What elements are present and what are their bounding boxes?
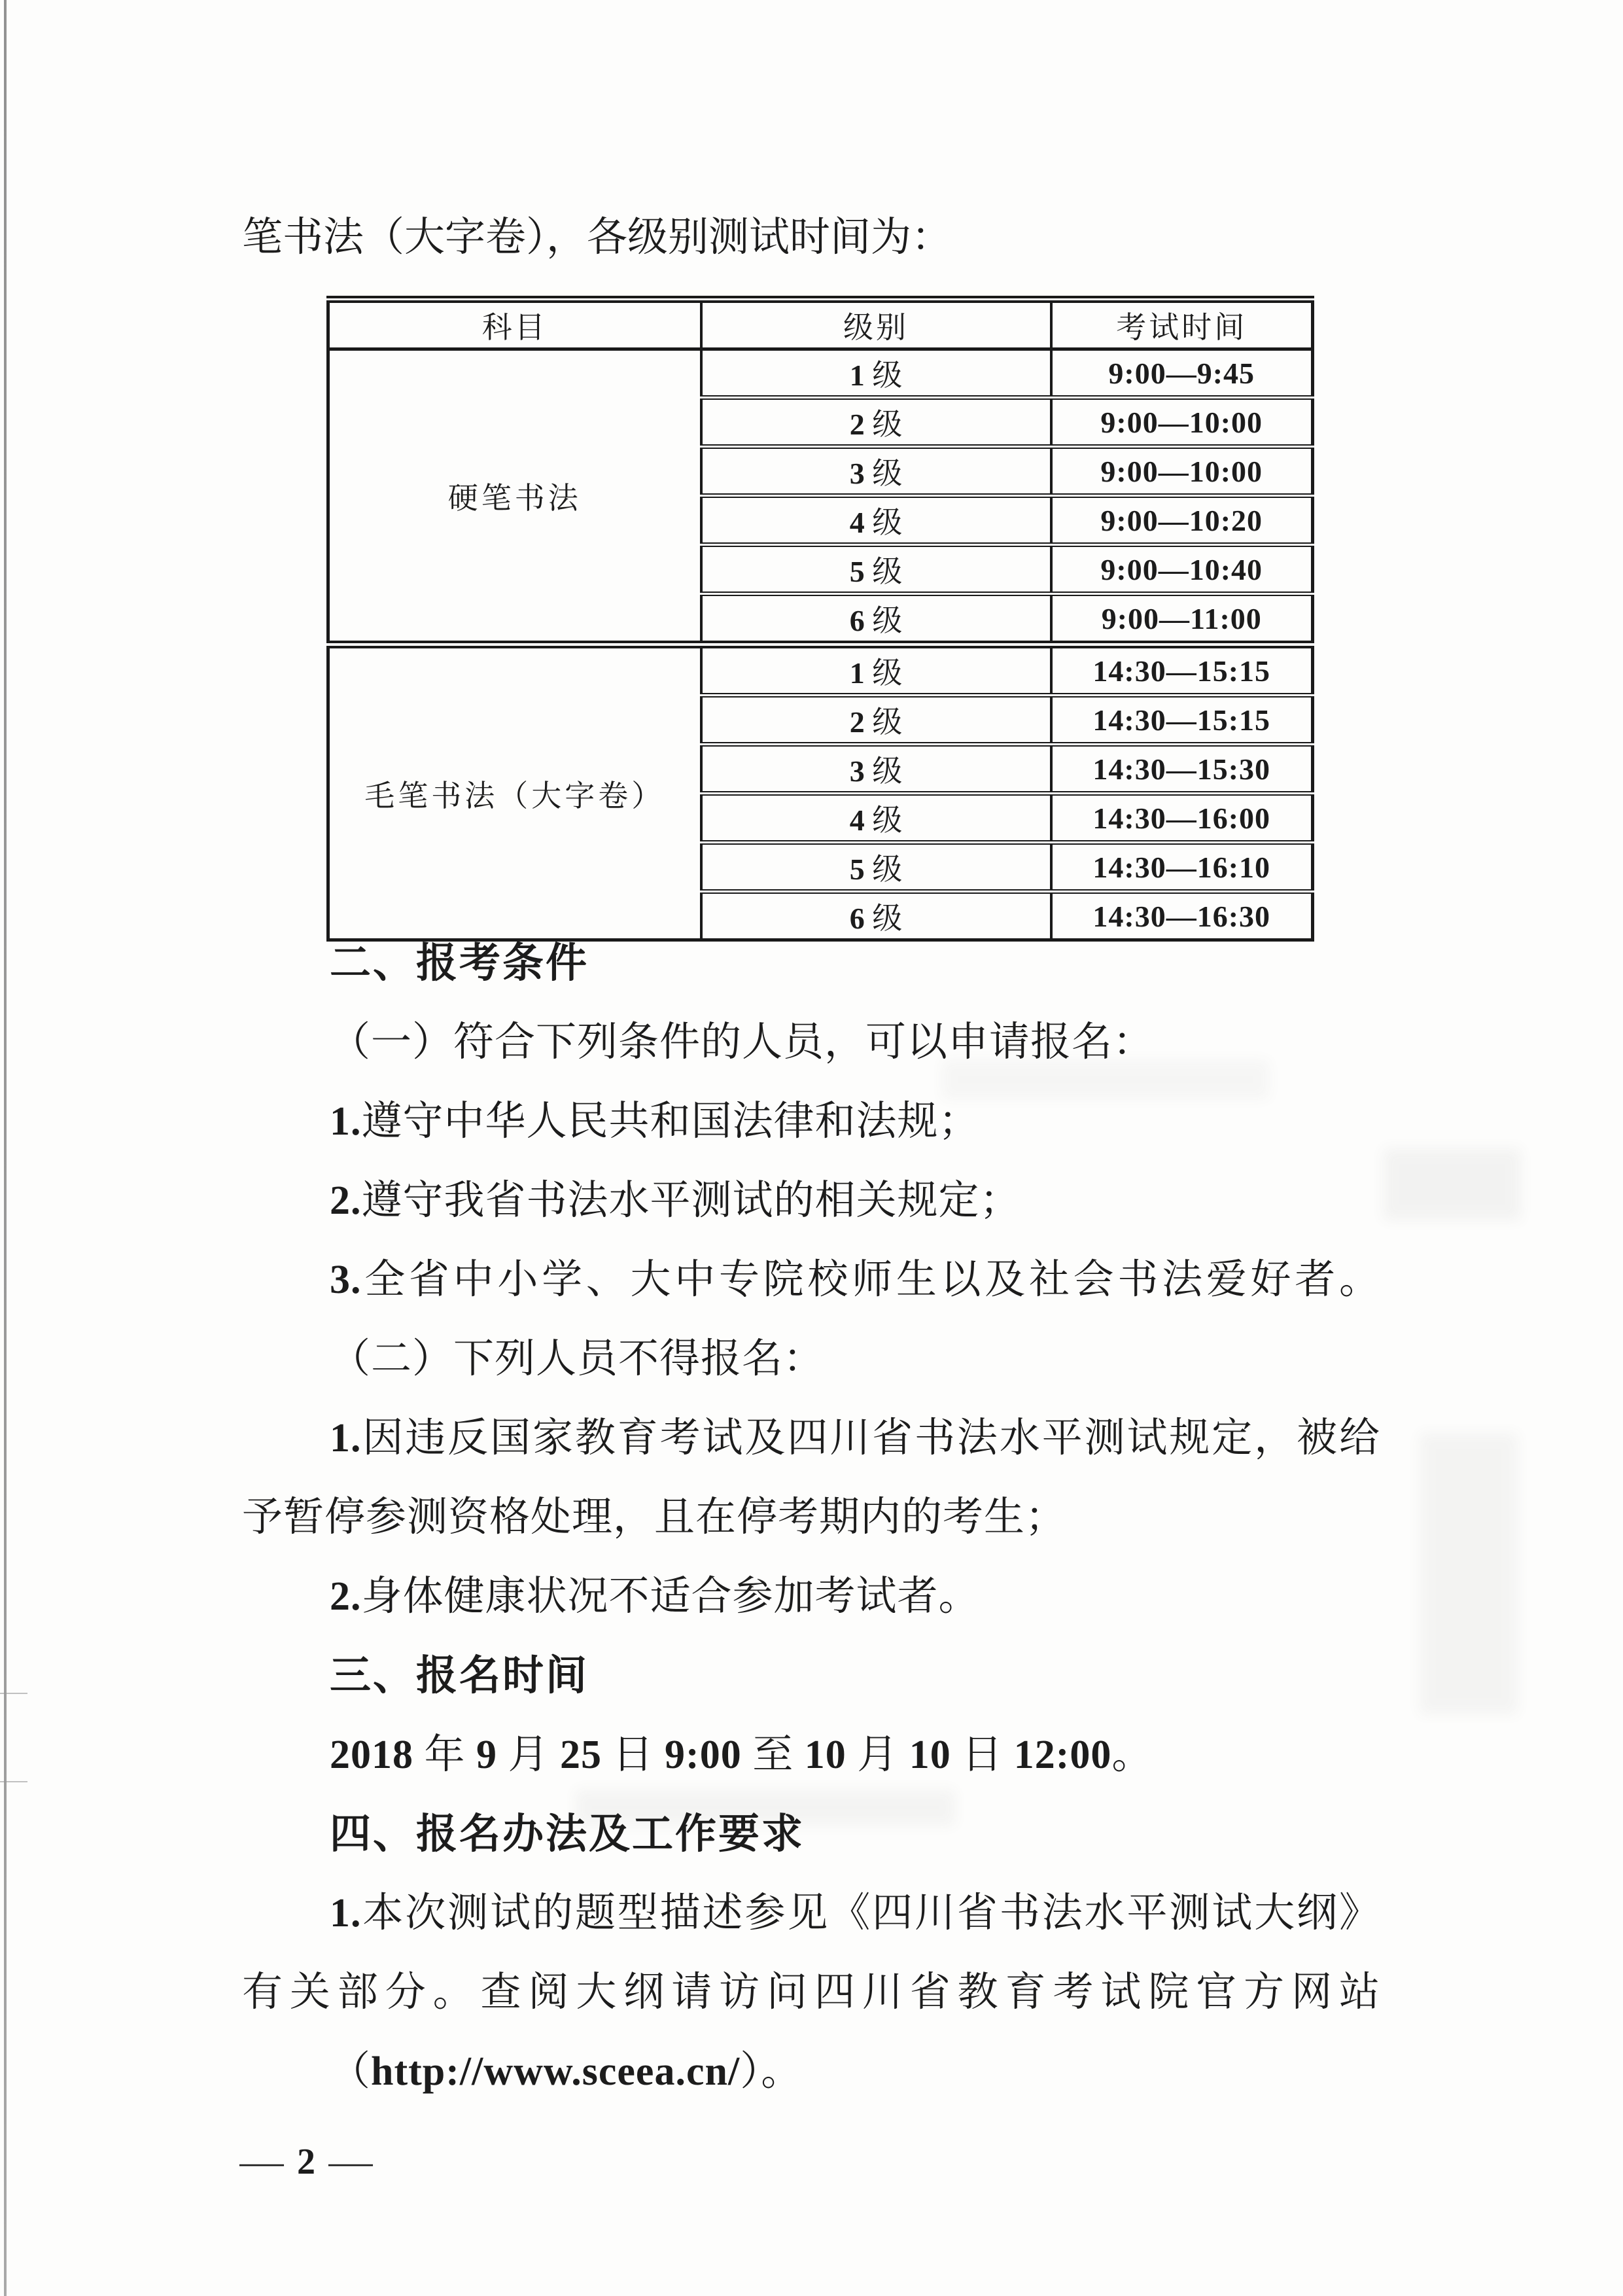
text-segment: 至 — [741, 1733, 805, 1777]
text-segment: 全省中小学、大中专院校师生以及社会书法爱好者。 — [361, 1258, 1380, 1302]
bold-text-segment: 1. — [330, 1099, 362, 1144]
table-level-cell: 6 级 — [701, 892, 1051, 940]
body-line-15 — [242, 2032, 1380, 2111]
bold-text-segment: http://www.sceea.cn/ — [371, 2049, 741, 2094]
body-line-2 — [242, 1003, 1380, 1082]
scan-artifact — [1420, 1433, 1518, 1714]
bold-text-segment: 三、报名时间 — [330, 1653, 589, 1699]
table-time-cell: 14:30—16:00 — [1051, 794, 1313, 843]
table-time-cell: 14:30—15:30 — [1051, 745, 1313, 794]
table-time-cell: 9:00—9:45 — [1051, 349, 1313, 398]
table-time-cell: 14:30—16:10 — [1051, 843, 1313, 892]
body-line-1 — [242, 924, 1380, 1003]
text-segment: 因违反国家教育考试及四川省书法水平测试规定，被给 — [361, 1416, 1380, 1460]
exam-schedule-table-wrap — [326, 296, 1314, 942]
bold-text-segment: 10 — [804, 1733, 846, 1777]
text-segment: 遵守中华人民共和国法律和法规； — [361, 1099, 980, 1144]
body-line-9 — [242, 1557, 1380, 1636]
text-segment: （ — [330, 2049, 372, 2094]
text-segment: 本次测试的题型描述参见《四川省书法水平测试大纲》 — [361, 1891, 1380, 1935]
footer-dash-left: — — [239, 2142, 284, 2182]
text-segment: 年 — [413, 1733, 477, 1777]
bold-text-segment: 10 — [909, 1733, 951, 1777]
table-time-cell: 14:30—15:15 — [1051, 696, 1313, 745]
body-line-11 — [242, 1716, 1380, 1795]
table-level-cell: 4 级 — [701, 794, 1051, 843]
exam-schedule-table — [326, 296, 1314, 942]
body-line-14 — [242, 1953, 1380, 2032]
table-level-cell: 1 级 — [701, 349, 1051, 398]
intro-line: 笔书法（大字卷），各级别测试时间为： — [242, 215, 952, 260]
table-header-row — [328, 300, 1313, 349]
scan-artifact — [0, 1781, 27, 1782]
body-line-8 — [242, 1478, 1380, 1557]
bold-text-segment: 1. — [330, 1416, 362, 1460]
bold-text-segment: 二、报考条件 — [330, 940, 589, 986]
table-level-cell: 6 级 — [701, 594, 1051, 645]
body-line-12 — [242, 1795, 1380, 1874]
text-segment: 有关部分。查阅大纲请访问四川省教育考试院官方网站 — [242, 1970, 1380, 2015]
bold-text-segment: 1. — [330, 1891, 362, 1935]
text-segment: 身体健康状况不适合参加考试者。 — [361, 1574, 980, 1619]
table-time-cell: 14:30—16:30 — [1051, 892, 1313, 940]
table-level-cell: 5 级 — [701, 545, 1051, 594]
document-body — [242, 924, 1380, 2111]
body-line-5 — [242, 1241, 1380, 1320]
footer-dash-right: — — [328, 2142, 373, 2182]
page-number: 2 — [297, 2142, 315, 2182]
body-line-7 — [242, 1399, 1380, 1478]
body-line-4 — [242, 1161, 1380, 1241]
bold-text-segment: 12:00 — [1013, 1733, 1112, 1777]
bold-text-segment: 9 — [476, 1733, 498, 1777]
body-line-3 — [242, 1082, 1380, 1161]
text-segment: 月 — [846, 1733, 909, 1777]
bold-text-segment: 2. — [330, 1574, 362, 1619]
text-segment: 。 — [1111, 1733, 1153, 1777]
header-level: 级别 — [701, 300, 1051, 349]
text-segment: （一）符合下列条件的人员，可以申请报名： — [330, 1020, 1155, 1065]
scan-artifact — [0, 1693, 27, 1694]
bold-text-segment: 3. — [330, 1258, 362, 1302]
table-subject-cell: 毛笔书法（大字卷） — [328, 645, 701, 940]
bold-text-segment: 9:00 — [665, 1733, 742, 1777]
table-level-cell: 3 级 — [701, 745, 1051, 794]
table-time-cell: 9:00—11:00 — [1051, 594, 1313, 645]
table-row — [328, 349, 1313, 398]
text-segment: 遵守我省书法水平测试的相关规定； — [361, 1178, 1021, 1223]
table-time-cell: 9:00—10:00 — [1051, 398, 1313, 447]
table-row — [328, 645, 1313, 696]
table-level-cell: 2 级 — [701, 398, 1051, 447]
body-line-6 — [242, 1320, 1380, 1399]
bold-text-segment: 25 — [560, 1733, 602, 1777]
table-subject-cell: 硬笔书法 — [447, 481, 582, 515]
table-level-cell: 1 级 — [701, 645, 1051, 696]
table-time-cell: 9:00—10:40 — [1051, 545, 1313, 594]
bold-text-segment: 2018 — [330, 1733, 413, 1777]
table-level-cell: 5 级 — [701, 843, 1051, 892]
table-level-cell: 3 级 — [701, 447, 1051, 496]
text-segment: 日 — [951, 1733, 1014, 1777]
scan-edge-line — [4, 0, 7, 2296]
table-level-cell: 2 级 — [701, 696, 1051, 745]
text-segment: ）。 — [740, 2049, 803, 2094]
header-exam-time: 考试时间 — [1051, 300, 1313, 349]
table-level-cell: 4 级 — [701, 496, 1051, 545]
text-segment: 月 — [497, 1733, 561, 1777]
bold-text-segment: 2. — [330, 1178, 362, 1223]
scan-artifact — [1384, 1148, 1521, 1220]
page-footer — [239, 2138, 373, 2185]
body-line-10 — [242, 1636, 1380, 1716]
bold-text-segment: 四、报名办法及工作要求 — [330, 1811, 805, 1857]
text-segment: 日 — [602, 1733, 665, 1777]
text-segment: 予暂停参测资格处理，且在停考期内的考生； — [242, 1495, 1067, 1540]
header-subject: 科目 — [328, 300, 701, 349]
text-segment: （二）下列人员不得报名： — [330, 1337, 825, 1381]
table-time-cell: 9:00—10:00 — [1051, 447, 1313, 496]
table-time-cell: 14:30—15:15 — [1051, 645, 1313, 696]
body-line-13 — [242, 1874, 1380, 1953]
table-time-cell: 9:00—10:20 — [1051, 496, 1313, 545]
